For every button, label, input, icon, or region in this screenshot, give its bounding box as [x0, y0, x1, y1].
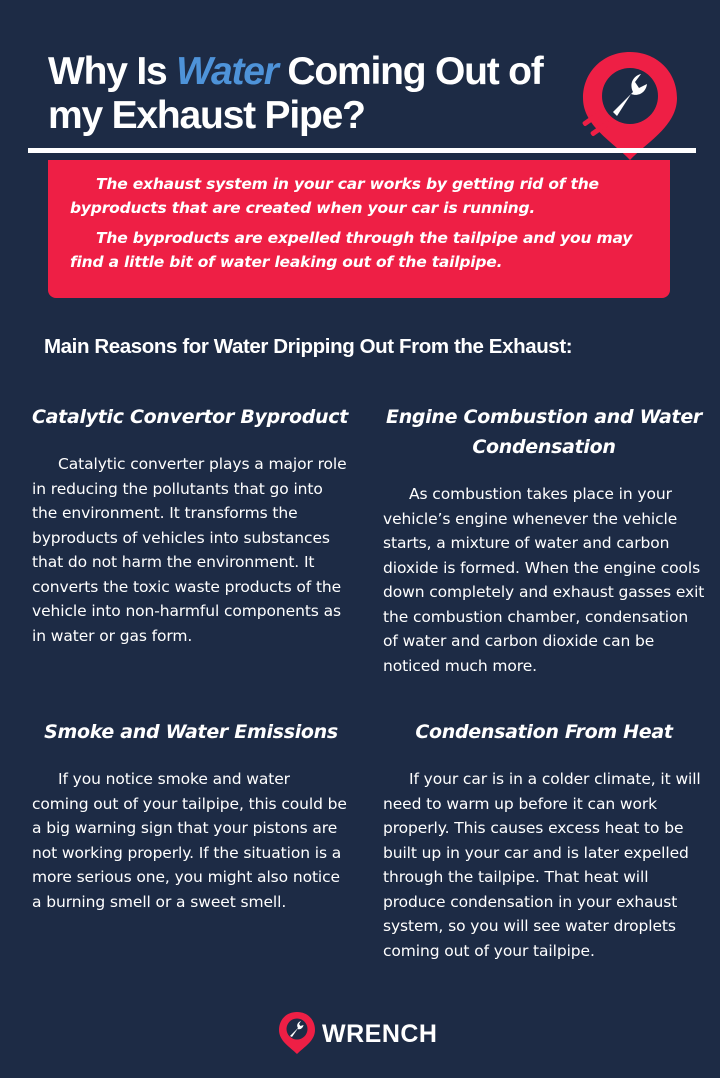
reason-smoke-water: [32, 717, 350, 914]
intro-paragraph: The exhaust system in your car works by getting rid of the byproducts that are created when your car is running.: [70, 175, 599, 217]
title-highlight-word: Water: [176, 50, 278, 93]
reason-title: Engine Combustion and Water Condensation: [386, 406, 702, 458]
reason-body: Catalytic converter plays a major role in reducing the pollutants that go into the environment. It transforms the byproducts of vehicles into substances that do not harm the environment. It converts the toxic waste products of the vehicle into non-harmful components as in water or gas form.: [32, 455, 347, 645]
section-heading: Main Reasons for Water Dripping Out From the Exhaust:: [44, 335, 573, 358]
reason-catalytic-convertor: [32, 402, 350, 648]
reason-title: Condensation From Heat: [415, 721, 673, 743]
reason-title: Catalytic Convertor Byproduct: [32, 406, 348, 428]
reason-engine-combustion: [383, 402, 705, 678]
reason-body: If you notice smoke and water coming out of your tailpipe, this could be a big warning sign that your pistons are not working properly. If the situation is a more serious one, you might also notice a burning smell or a sweet smell.: [32, 770, 347, 911]
reason-body: If your car is in a colder climate, it will need to warm up before it can work properly. This causes excess heat to be built up in your car and is later expelled through the tailpipe. That heat will produce condensation in your exhaust system, so you will see water droplets coming out of your tailpipe.: [383, 770, 701, 960]
brand-name: WRENCH: [322, 1020, 438, 1048]
page-title: [48, 50, 588, 138]
intro-paragraph: The byproducts are expelled through the tailpipe and you may find a little bit of water leaking out of the tailpipe.: [70, 229, 633, 271]
intro-box: [48, 160, 670, 298]
title-divider: [28, 148, 696, 153]
title-text-end: Coming Out of my Exhaust Pipe?: [48, 50, 543, 137]
footer-brand: [276, 1010, 456, 1056]
reason-body: As combustion takes place in your vehicle’s engine whenever the vehicle starts, a mixture of water and carbon dioxide is formed. When the engine cools down completely and exhaust gasses exit the combustion chamber, condensation of water and carbon dioxide can be noticed much more.: [383, 485, 705, 675]
wrench-pin-icon: [575, 46, 685, 164]
title-text-start: Why Is: [48, 50, 177, 93]
reason-title: Smoke and Water Emissions: [44, 721, 338, 743]
reason-condensation-heat: [383, 717, 705, 963]
wrench-pin-icon: [276, 1010, 318, 1056]
